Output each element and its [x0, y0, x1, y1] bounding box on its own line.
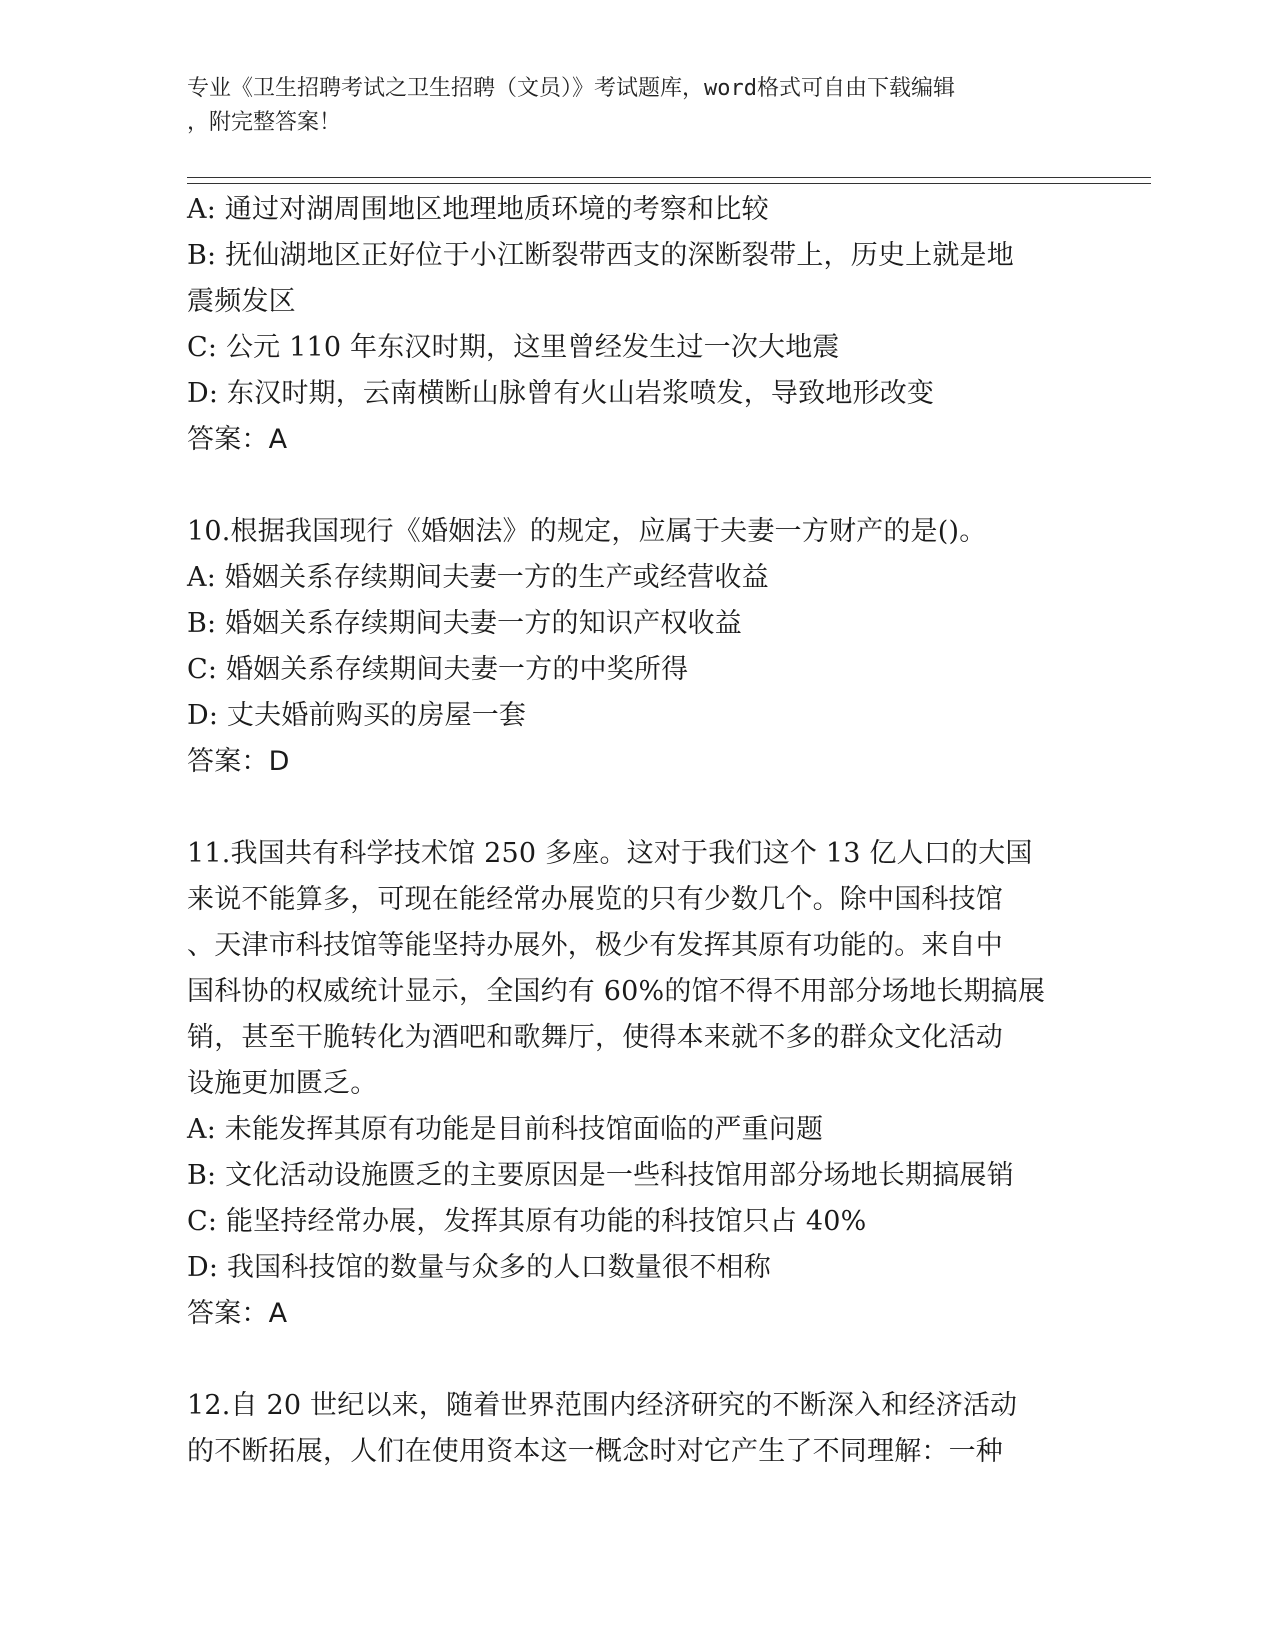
answer: 答案：D	[187, 746, 290, 777]
option-d: D: 我国科技馆的数量与众多的人口数量很不相称	[187, 1252, 771, 1283]
answer: 答案：A	[187, 1298, 288, 1329]
option-a: A: 婚姻关系存续期间夫妻一方的生产或经营收益	[187, 562, 769, 593]
question-10	[187, 509, 1087, 785]
question-9	[187, 187, 1087, 463]
option-c: C: 公元 110 年东汉时期，这里曾经发生过一次大地震	[187, 332, 840, 363]
question-11	[187, 831, 1087, 1337]
spacer	[187, 1337, 1087, 1383]
document-header	[187, 72, 1087, 140]
question-stem-line: 设施更加匮乏。	[187, 1068, 378, 1099]
option-d: D: 丈夫婚前购买的房屋一套	[187, 700, 527, 731]
question-stem-line: 12.自 20 世纪以来，随着世界范围内经济研究的不断深入和经济活动	[187, 1390, 1018, 1421]
option-b-line-1: B: 抚仙湖地区正好位于小江断裂带西支的深断裂带上，历史上就是地	[187, 240, 1014, 271]
question-content	[187, 187, 1087, 1475]
question-stem-line: 11.我国共有科学技术馆 250 多座。这对于我们这个 13 亿人口的大国	[187, 838, 1033, 869]
question-stem-line: 、天津市科技馆等能坚持办展外，极少有发挥其原有功能的。来自中	[187, 930, 1003, 961]
question-stem-line: 的不断拓展，人们在使用资本这一概念时对它产生了不同理解：一种	[187, 1436, 1003, 1467]
header-rule-top	[187, 177, 1151, 178]
answer: 答案：A	[187, 424, 288, 455]
header-rule-bottom	[187, 183, 1151, 184]
option-a: A: 未能发挥其原有功能是目前科技馆面临的严重问题	[187, 1114, 824, 1145]
question-stem-line: 国科协的权威统计显示，全国约有 60%的馆不得不用部分场地长期搞展	[187, 976, 1046, 1007]
option-c: C: 能坚持经常办展，发挥其原有功能的科技馆只占 40%	[187, 1206, 867, 1237]
option-c: C: 婚姻关系存续期间夫妻一方的中奖所得	[187, 654, 689, 685]
header-line-1: 专业《卫生招聘考试之卫生招聘（文员）》考试题库，word格式可自由下载编辑	[187, 76, 955, 101]
question-stem: 10.根据我国现行《婚姻法》的规定，应属于夫妻一方财产的是()。	[187, 516, 987, 547]
option-b: B: 婚姻关系存续期间夫妻一方的知识产权收益	[187, 608, 742, 639]
header-line-2: ，附完整答案！	[187, 110, 342, 135]
spacer	[187, 463, 1087, 509]
option-a: A: 通过对湖周围地区地理地质环境的考察和比较	[187, 194, 769, 225]
option-b-line-2: 震频发区	[187, 286, 296, 317]
question-12	[187, 1383, 1087, 1475]
option-d: D: 东汉时期，云南横断山脉曾有火山岩浆喷发，导致地形改变	[187, 378, 935, 409]
question-stem-line: 来说不能算多，可现在能经常办展览的只有少数几个。除中国科技馆	[187, 884, 1003, 915]
question-stem-line: 销，甚至干脆转化为酒吧和歌舞厅，使得本来就不多的群众文化活动	[187, 1022, 1003, 1053]
spacer	[187, 785, 1087, 831]
option-b: B: 文化活动设施匮乏的主要原因是一些科技馆用部分场地长期搞展销	[187, 1160, 1014, 1191]
